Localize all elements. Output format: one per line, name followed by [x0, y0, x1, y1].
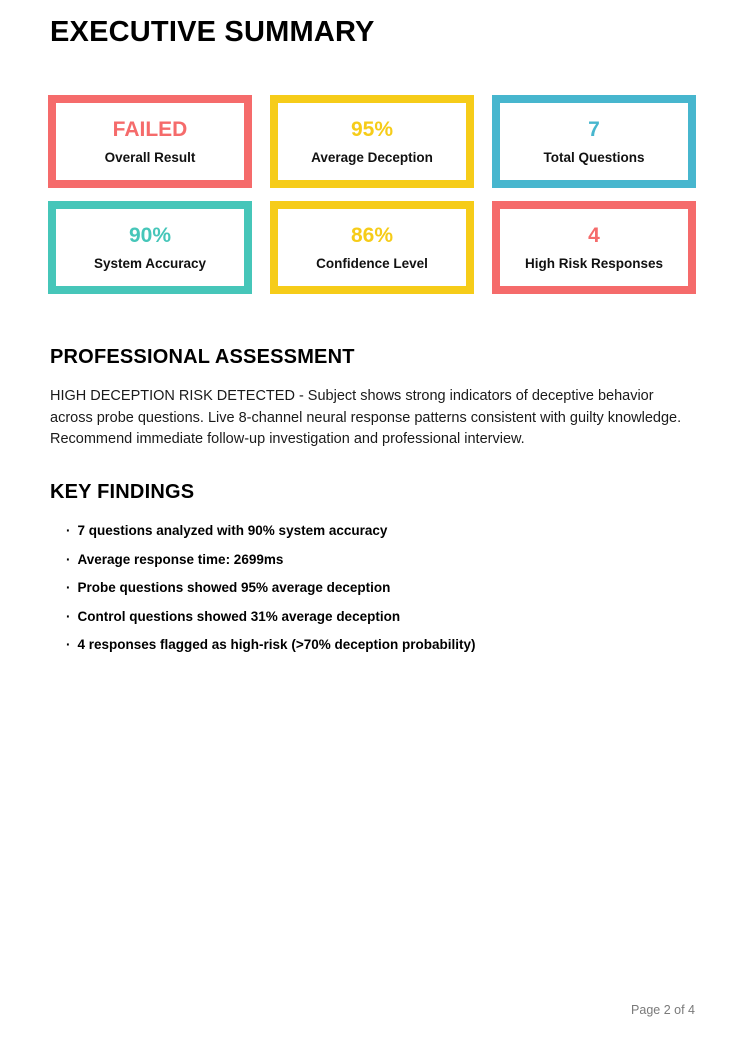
- key-findings-list: [66, 522, 475, 665]
- stat-card-total-questions: [492, 95, 696, 188]
- stat-card-system-accuracy: [48, 201, 252, 294]
- stat-value: 86%: [350, 223, 394, 247]
- page-title: EXECUTIVE SUMMARY: [50, 16, 375, 48]
- stat-value: FAILED: [112, 117, 188, 141]
- stat-label: High Risk Responses: [524, 255, 664, 271]
- key-finding-text: 7 questions analyzed with 90% system accuracy: [77, 523, 388, 538]
- bullet-icon: ·: [66, 608, 71, 624]
- key-finding-item: [66, 522, 475, 540]
- stat-label: System Accuracy: [93, 255, 207, 271]
- professional-assessment-heading: PROFESSIONAL ASSESSMENT: [50, 346, 355, 368]
- stat-label: Confidence Level: [316, 255, 428, 271]
- page-number: Page 2 of 4: [631, 1003, 695, 1017]
- key-findings-heading: KEY FINDINGS: [50, 481, 195, 503]
- key-finding-item: [66, 608, 475, 626]
- stat-card-high-risk-responses: [492, 201, 696, 294]
- stat-card-average-deception: [270, 95, 474, 188]
- stat-card-confidence-level: [270, 201, 474, 294]
- bullet-icon: ·: [66, 551, 71, 567]
- stat-value: 7: [588, 117, 600, 141]
- bullet-icon: ·: [66, 637, 71, 652]
- stat-value: 4: [588, 223, 600, 247]
- stat-label: Total Questions: [543, 149, 645, 165]
- stat-label: Overall Result: [104, 149, 196, 165]
- key-finding-item: [66, 551, 475, 569]
- key-finding-text: Average response time: 2699ms: [77, 551, 284, 567]
- stat-card-grid: [48, 95, 696, 294]
- bullet-icon: ·: [66, 580, 71, 595]
- stat-card-overall-result: [48, 95, 252, 188]
- stat-value: 90%: [128, 223, 172, 247]
- key-finding-text: Control questions showed 31% average deception: [77, 608, 401, 624]
- stat-label: Average Deception: [311, 149, 433, 165]
- key-finding-text: 4 responses flagged as high-risk (>70% deception probability): [77, 637, 476, 652]
- key-finding-item: [66, 636, 475, 654]
- bullet-icon: ·: [66, 523, 71, 538]
- stat-value: 95%: [350, 117, 394, 141]
- key-finding-text: Probe questions showed 95% average deception: [77, 580, 391, 595]
- professional-assessment-body: HIGH DECEPTION RISK DETECTED - Subject shows strong indicators of deceptive behavior across probe questions. Live 8-channel neural response patterns consistent with guilty knowledge. Recommend immediate follow-up investigation and professional interview.: [50, 388, 682, 447]
- key-finding-item: [66, 579, 475, 597]
